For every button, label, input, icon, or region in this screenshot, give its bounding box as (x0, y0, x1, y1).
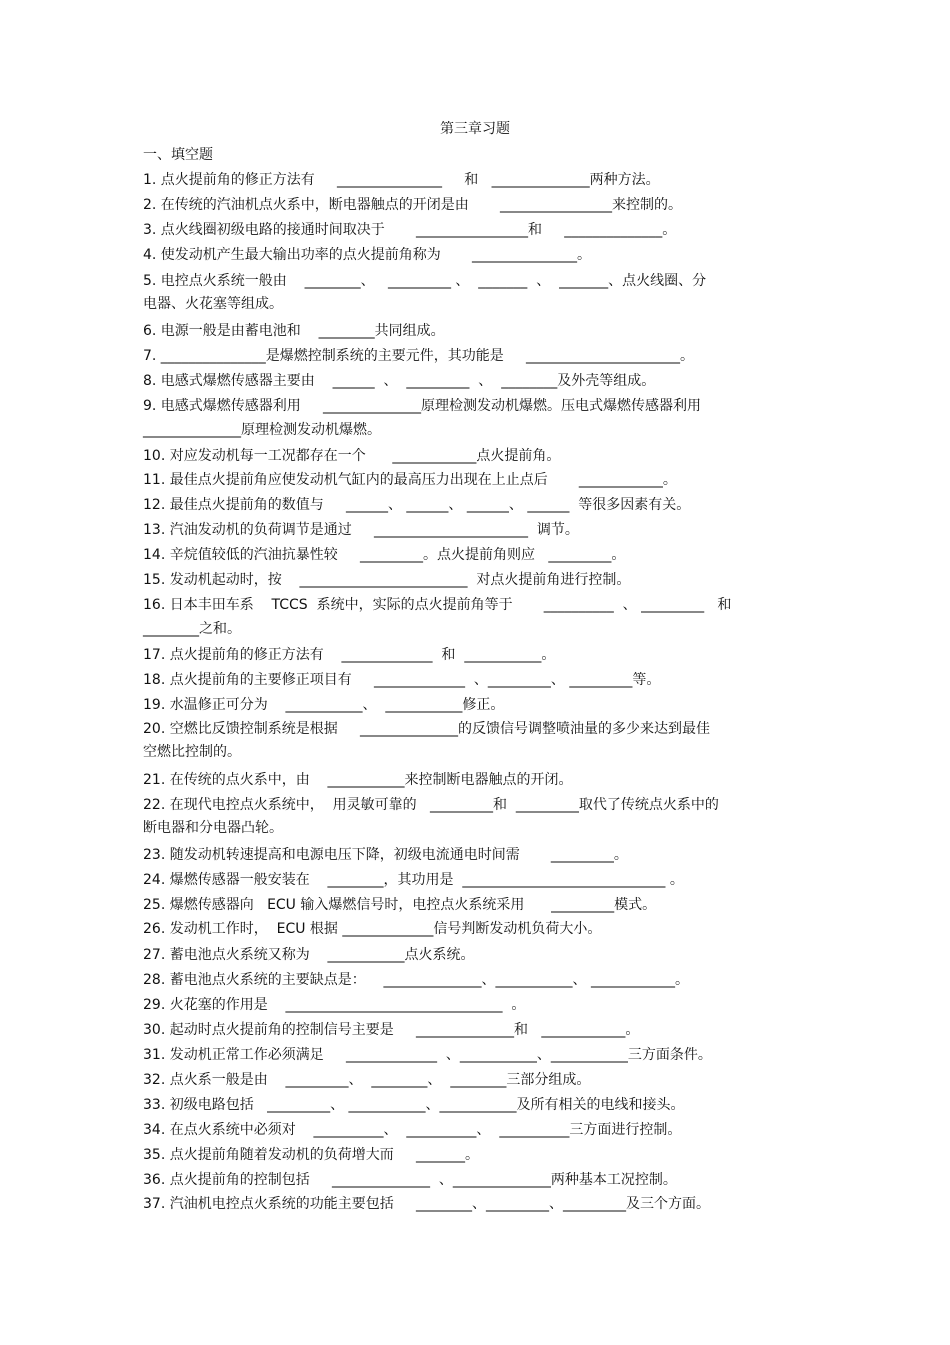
question-line: 电器、火花塞等组成。 (143, 296, 283, 312)
question-line: 36. 点火提前角的控制包括 ______________ 、______________两种基本工况控制。 (143, 1172, 677, 1188)
question-line: 20. 空燃比反馈控制系统是根据 ______________的反馈信号调整喷油量的多少来达到最佳 (143, 721, 710, 737)
question-line: 19. 水温修正可分为 ___________、 ___________修正。 (143, 697, 505, 713)
question-line: 23. 随发动机转速提高和电源电压下降，初级电流通电时间需 _________。 (143, 847, 628, 863)
question-line: 14. 辛烷值较低的汽油抗暴性较 _________。点火提前角则应 _________。 (143, 547, 626, 563)
question-line: 3. 点火线圈初级电路的接通时间取决于 ________________和 ______________。 (143, 222, 677, 238)
question-line: 4. 使发动机产生最大输出功率的点火提前角称为 _______________。 (143, 247, 591, 263)
question-line: 30. 起动时点火提前角的控制信号主要是 ______________和 ____________。 (143, 1022, 640, 1038)
question-line: 17. 点火提前角的修正方法有 _____________ 和 ___________。 (143, 647, 556, 663)
question-line: 22. 在现代电控点火系统中， 用灵敏可靠的 _________和 _________取代了传统点火系中的 (143, 797, 719, 813)
question-line: 8. 电感式爆燃传感器主要由 ______ 、 _________ 、 ________及外壳等组成。 (143, 373, 656, 389)
question-line: 28. 蓄电池点火系统的主要缺点是： ______________、___________、 ____________。 (143, 972, 689, 988)
question-line: 18. 点火提前角的主要修正项目有 _____________ 、_________、 _________等。 (143, 672, 661, 688)
question-line: 31. 发动机正常工作必须满足 _____________ 、___________、___________三方面条件。 (143, 1047, 712, 1063)
question-line: 33. 初级电路包括 _________、 ___________、___________及所有相关的电线和接头。 (143, 1097, 685, 1113)
question-line: 12. 最佳点火提前角的数值与 ______、 ______、 ______、 ______ 等很多因素有关。 (143, 497, 691, 513)
question-line: 27. 蓄电池点火系统又称为 ___________点火系统。 (143, 947, 475, 963)
question-line: 7. _______________是爆燃控制系统的主要元件，其功能是 ______________________。 (143, 348, 695, 364)
section-heading: 一、填空题 (143, 147, 213, 163)
question-line: 29. 火花塞的作用是 _______________________________ 。 (143, 997, 526, 1013)
question-line: 6. 电源一般是由蓄电池和 ________共同组成。 (143, 323, 445, 339)
question-line: 11. 最佳点火提前角应使发动机气缸内的最高压力出现在上止点后 ____________。 (143, 472, 677, 488)
question-line: 24. 爆燃传感器一般安装在 ________，其功用是 _____________________________ 。 (143, 872, 684, 888)
question-line: 断电器和分电器凸轮。 (143, 820, 283, 836)
question-line: 5. 电控点火系统一般由 ________、 _________ 、 _______ 、 _______、点火线圈、分 (143, 273, 707, 289)
question-line: 25. 爆燃传感器向 ECU 输入爆燃信号时，电控点火系统采用 _________模式。 (143, 897, 657, 913)
chapter-title: 第三章习题 (440, 121, 510, 137)
question-line: 37. 汽油机电控点火系统的功能主要包括 ________、_________、_________及三个方面。 (143, 1196, 710, 1212)
question-line: 26. 发动机工作时， ECU 根据 _____________信号判断发动机负荷大小。 (143, 921, 602, 937)
question-line: 32. 点火系一般是由 _________、 ________、 ________三部分组成。 (143, 1072, 591, 1088)
question-line: 10. 对应发动机每一工况都存在一个 ____________点火提前角。 (143, 448, 561, 464)
question-line: 21. 在传统的点火系中，由 ___________来控制断电器触点的开闭。 (143, 772, 573, 788)
question-line: ______________原理检测发动机爆燃。 (143, 422, 381, 438)
question-line: 15. 发动机起动时，按 ________________________ 对点火提前角进行控制。 (143, 572, 631, 588)
question-line: 9. 电感式爆燃传感器利用 ______________原理检测发动机爆燃。压电式爆燃传感器利用 (143, 398, 702, 414)
question-line: 2. 在传统的汽油机点火系中，断电器触点的开闭是由 ________________来控制的。 (143, 197, 682, 213)
question-line: 空燃比控制的。 (143, 744, 241, 760)
question-line: 34. 在点火系统中必须对 __________、 __________、 __________三方面进行控制。 (143, 1122, 682, 1138)
question-line: 16. 日本丰田车系 TCCS 系统中，实际的点火提前角等于 __________ 、 _________ 和 (143, 597, 732, 613)
question-line: ________之和。 (143, 621, 241, 637)
question-line: 35. 点火提前角随着发动机的负荷增大而 _______。 (143, 1147, 479, 1163)
question-line: 13. 汽油发动机的负荷调节是通过 ______________________ 调节。 (143, 522, 579, 538)
question-line: 1. 点火提前角的修正方法有 _______________ 和 ______________两种方法。 (143, 172, 660, 188)
